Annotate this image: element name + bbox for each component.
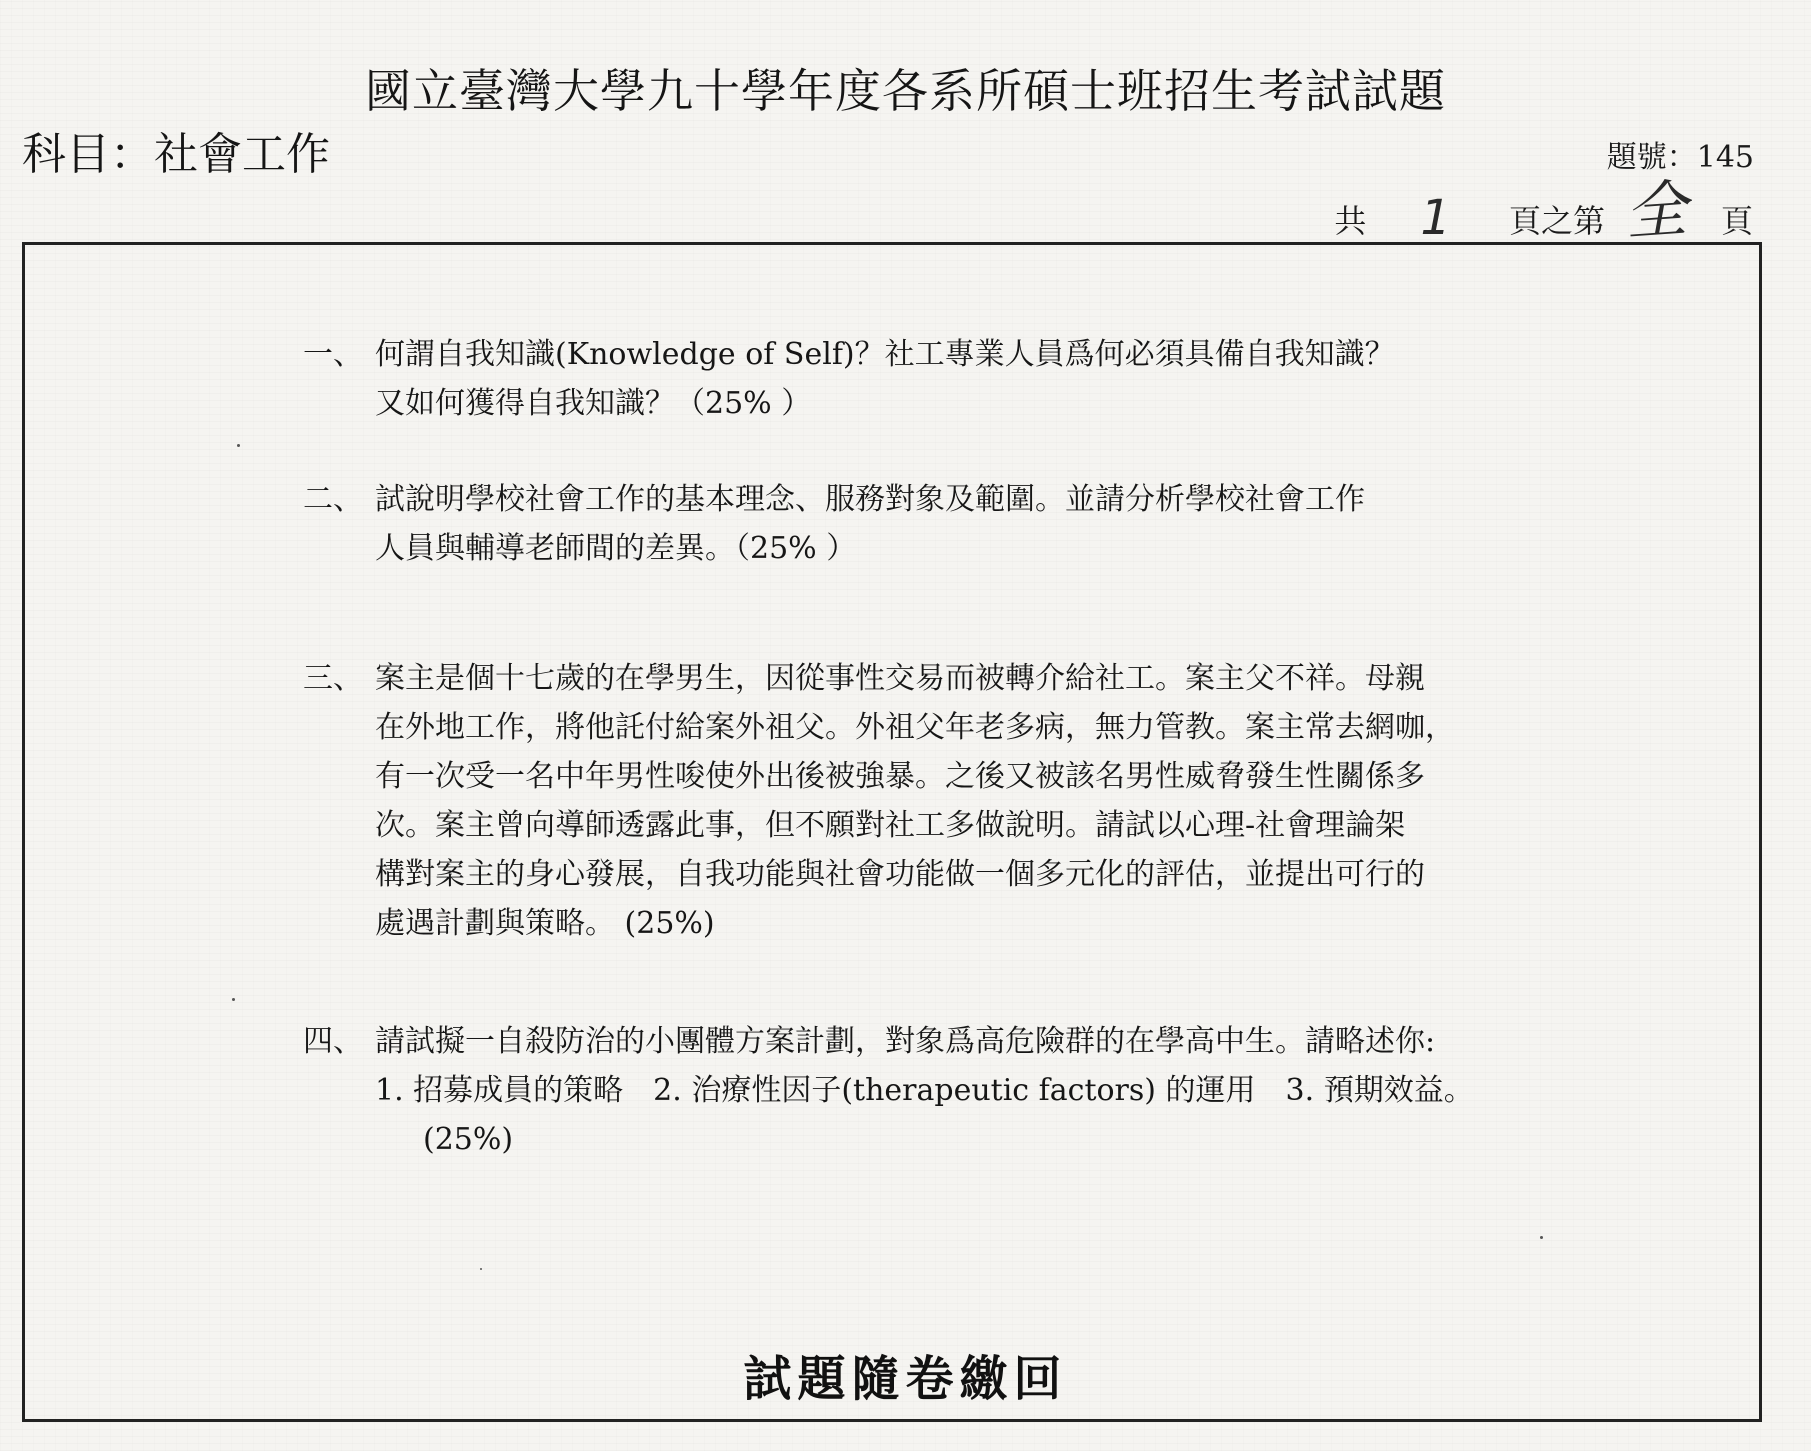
question-code: 題號：145: [1606, 140, 1754, 175]
question-body: [375, 654, 1455, 948]
page-current-handwritten: 全: [1622, 171, 1690, 250]
question-body: [375, 1017, 1474, 1164]
question-number: 二、: [303, 482, 363, 517]
question-line: 構對案主的身心發展，自我功能與社會功能做一個多元化的評估，並提出可行的: [375, 857, 1425, 892]
question-line: 人員與輔導老師間的差異。（25% ）: [375, 531, 857, 566]
scan-speck: [1540, 1236, 1543, 1239]
question-line: 又如何獲得自我知識？（25% ）: [375, 386, 812, 421]
scan-speck: [237, 444, 240, 447]
question-line: (25%): [423, 1122, 514, 1157]
scan-speck: [232, 998, 235, 1001]
scan-speck: [480, 1268, 482, 1270]
question-line: 請試擬一自殺防治的小團體方案計劃，對象爲高危險群的在學高中生。請略述你:: [375, 1024, 1436, 1059]
subject-label: 科目：社會工作: [22, 129, 330, 180]
page-suffix: 頁: [1720, 202, 1753, 240]
question-number: 四、: [303, 1024, 363, 1059]
question-line: 次。案主曾向導師透露此事，但不願對社工多做說明。請試以心理-社會理論架: [375, 808, 1406, 843]
question-number: 一、: [303, 337, 363, 372]
question-body: [375, 475, 1365, 573]
question-body: [375, 330, 1395, 428]
question-line: 有一次受一名中年男性唆使外出後被強暴。之後又被該名男性威脅發生性關係多: [375, 759, 1425, 794]
return-with-answers-stamp: 試題隨卷繳回: [743, 1351, 1068, 1407]
question-line: 何謂自我知識(Knowledge of Self)？社工專業人員爲何必須具備自我知識？: [375, 337, 1395, 372]
question-number: 三、: [303, 661, 363, 696]
question-line: 在外地工作，將他託付給案外祖父。外祖父年老多病，無力管教。案主常去網咖，: [375, 710, 1455, 745]
page-middle: 頁之第: [1508, 202, 1605, 240]
page-prefix: 共: [1334, 202, 1367, 240]
question-line: 1. 招募成員的策略 2. 治療性因子(therapeutic factors) 的運用 3. 預期效益。: [375, 1073, 1474, 1108]
question-line: 處遇計劃與策略。 (25%): [375, 906, 715, 941]
question-line: 試說明學校社會工作的基本理念、服務對象及範圍。並請分析學校社會工作: [375, 482, 1365, 517]
exam-title: 國立臺灣大學九十學年度各系所碩士班招生考試試題: [365, 64, 1446, 118]
page-total-handwritten: 1: [1420, 190, 1451, 246]
question-line: 案主是個十七歲的在學男生，因從事性交易而被轉介給社工。案主父不祥。母親: [375, 661, 1425, 696]
page-count: [1328, 171, 1759, 250]
